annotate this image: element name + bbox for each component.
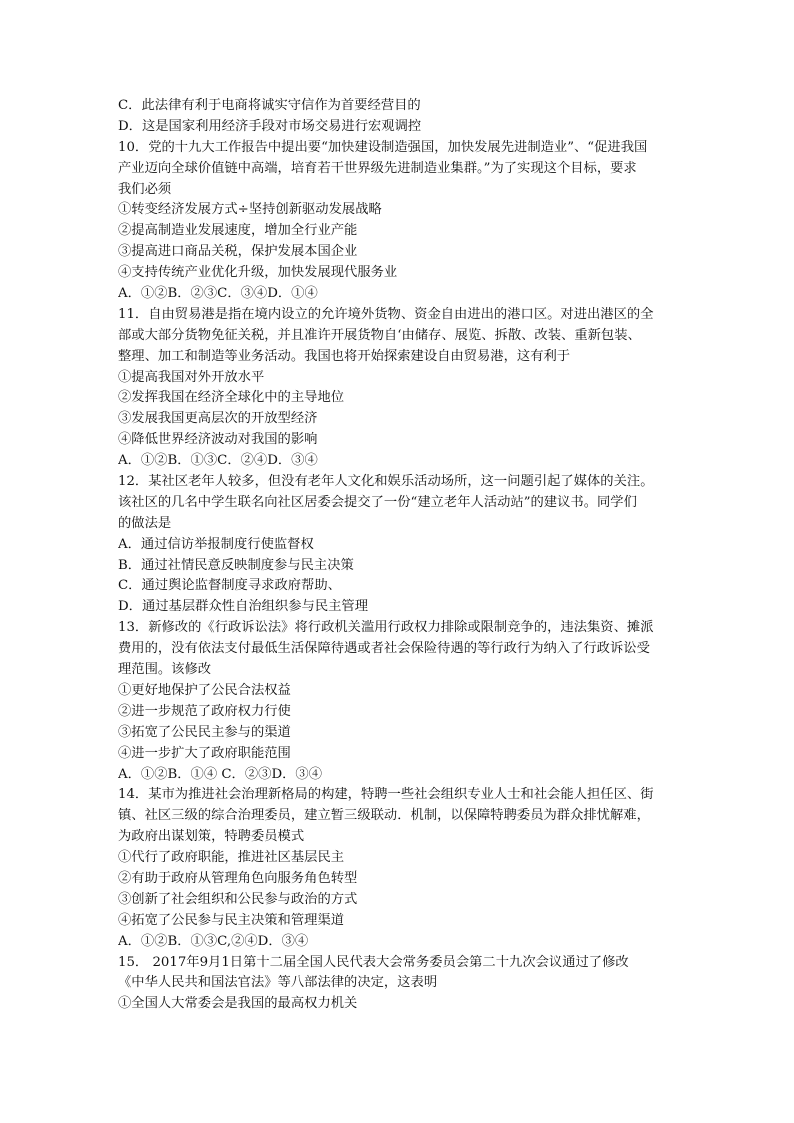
question-11-stem: 部或大部分货物免征关税，并且准许开展货物自‘由储存、展览、拆散、改装、重新包装、 — [118, 327, 641, 343]
option-b-q12: B．通过社情民意反映制度参与民主决策 — [118, 557, 354, 573]
question-13-stem: 理范围。该修改 — [118, 662, 212, 678]
statement-1-q11: ①提高我国对外开放水平 — [118, 369, 265, 385]
question-10-stem: 我们必须 — [118, 181, 172, 197]
statement-3-q11: ③发展我国更高层次的开放型经济 — [118, 411, 318, 427]
statement-2-q14: ②有助于政府从管理角色向服务角色转型 — [118, 870, 358, 886]
question-10-stem: 产业迈向全球价值链中高端，培育若干世界级先进制造业集群。”为了实现这个目标，要求 — [118, 160, 637, 176]
statement-4-q13: ④进一步扩大了政府职能范围 — [118, 745, 291, 761]
answer-choices-q10: A．①②B．②③C．③④D．①④ — [118, 286, 318, 302]
answer-choices-q14: A．①②B．①③C,②④D．③④ — [118, 933, 309, 949]
statement-4-q11: ④降低世界经济波动对我国的影响 — [118, 432, 318, 448]
statement-1-q10: ①转变经济发展方式÷坚持创新驱动发展战略 — [118, 202, 382, 218]
statement-4-q14: ④拓宽了公民参与民主决策和管理渠道 — [118, 912, 345, 928]
statement-1-q13: ①更好地保护了公民合法权益 — [118, 682, 291, 698]
question-10-stem: 10．党的十九大工作报告中提出要“加快建设制造强国，加快发展先进制造业”、“促进我国 — [118, 139, 648, 155]
statement-3-q14: ③创新了社会组织和公民参与政治的方式 — [118, 891, 358, 907]
question-14-stem: 为政府出谋划策，特聘委员模式 — [118, 829, 305, 845]
question-14-stem: 镇、社区三级的综合治理委员，建立暂三级联动．机制，以保障特聘委员为群众排忧解难， — [118, 808, 650, 824]
option-d-q12: D．通过基层群众性自治组织参与民主管理 — [118, 599, 369, 615]
statement-4-q10: ④支持传统产业优化升级，加快发展现代服务业 — [118, 265, 398, 281]
option-c-q12: C．通过舆论监督制度寻求政府帮助、 — [118, 578, 341, 594]
option-d-q9: D．这是国家利用经济手段对市场交易进行宏观调控 — [118, 118, 422, 134]
question-14-stem: 14．某市为推进社会治理新格局的构建，特聘一些社会组织专业人士和社会能人担任区、街 — [118, 787, 654, 803]
answer-choices-q11: A．①②B．①③C．②④D．③④ — [118, 453, 318, 469]
question-12-stem: 12．某社区老年人较多，但没有老年人文化和娱乐活动场所，这一问题引起了媒体的关注。 — [118, 474, 654, 490]
option-a-q12: A．通过信访举报制度行使监督权 — [118, 536, 314, 552]
statement-3-q10: ③提高进口商品关税，保护发展本国企业 — [118, 244, 358, 260]
question-11-stem: 整理、加工和制造等业务活动。我国也将开始探索建设自由贸易港，这有利于 — [118, 348, 571, 364]
question-12-stem: 的做法是 — [118, 515, 172, 531]
statement-1-q15: ①全国人大常委会是我国的最高权力机关 — [118, 996, 358, 1012]
question-13-stem: 费用的，没有依法支付最低生活保障待遇或者社会保险待遇的等行政行为纳入了行政诉讼受 — [118, 641, 650, 657]
question-15-stem: 15． 2017年9月1日第十二届全国人民代表大会常务委员会第二十九次会议通过了修改 — [118, 954, 629, 970]
option-c-q9: C．此法律有利于电商将诚实守信作为首要经营目的 — [118, 98, 421, 113]
statement-2-q10: ②提高制造业发展速度，增加全行业产能 — [118, 223, 358, 239]
answer-choices-q13: A．①②B．①④ C．②③D．③④ — [118, 766, 322, 782]
statement-2-q13: ②进一步规范了政府权力行使 — [118, 703, 291, 719]
document-page — [118, 96, 684, 1015]
statement-2-q11: ②发挥我国在经济全球化中的主导地位 — [118, 390, 345, 406]
question-15-stem: 《中华人民共和国法官法》等八部法律的决定，这表明 — [118, 975, 438, 991]
question-13-stem: 13．新修改的《行政诉讼法》将行政机关滥用行政权力排除或限制竞争的，违法集资、摊派 — [118, 620, 654, 636]
question-11-stem: 11．自由贸易港是指在境内设立的允许境外货物、资金自由进出的港口区。对进出港区的全 — [118, 306, 654, 322]
statement-1-q14: ①代行了政府职能，推进社区基层民主 — [118, 850, 345, 866]
question-12-stem: 该社区的几名中学生联名向社区居委会提交了一份“建立老年人活动站”的建议书。同学们 — [118, 494, 637, 510]
statement-3-q13: ③拓宽了公民民主参与的渠道 — [118, 724, 291, 740]
